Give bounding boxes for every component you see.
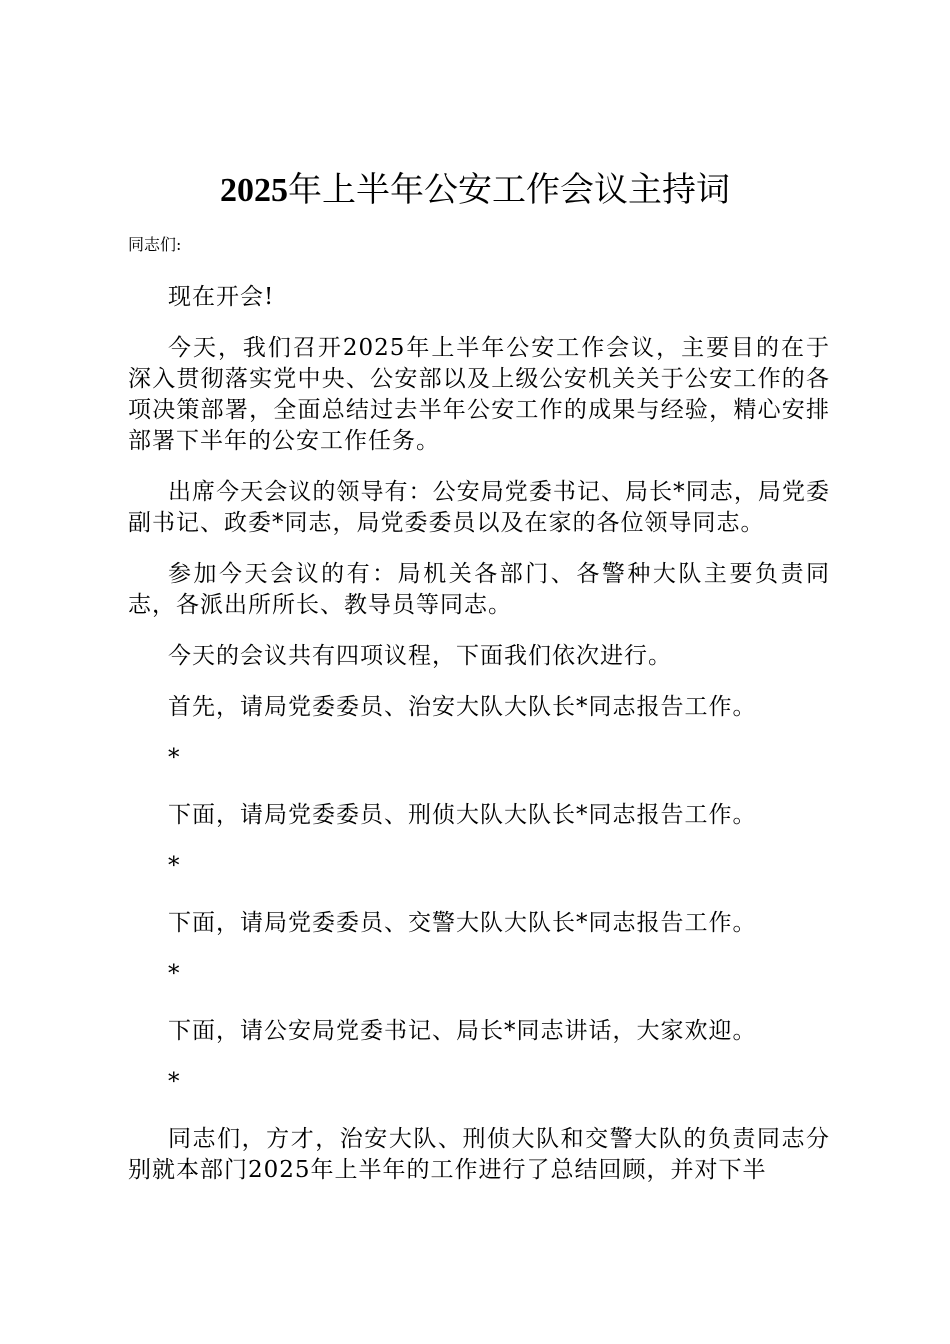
paragraph-open-meeting: 现在开会!	[168, 284, 275, 310]
paragraph-agenda-item-3: 下面，请局党委委员、交警大队大队长*同志报告工作。	[168, 910, 757, 936]
paragraph-summary: 同志们，方才，治安大队、刑侦大队和交警大队的负责同志分别就本部门2025年上半年的工作进行了总结回顾，并对下半	[128, 1126, 830, 1183]
paragraph-participants: 参加今天会议的有：局机关各部门、各警种大队主要负责同志，各派出所所长、教导员等同志。	[128, 561, 830, 618]
document-title	[0, 166, 950, 215]
placeholder-star: *	[168, 853, 181, 879]
paragraph-agenda-item-2: 下面，请局党委委员、刑侦大队大队长*同志报告工作。	[168, 802, 757, 828]
paragraph-agenda-item-1: 首先，请局党委委员、治安大队大队长*同志报告工作。	[168, 694, 757, 720]
paragraph-agenda-item-4: 下面，请公安局党委书记、局长*同志讲话，大家欢迎。	[168, 1018, 757, 1044]
placeholder-star: *	[168, 1069, 181, 1095]
placeholder-star: *	[168, 745, 181, 771]
document-body	[128, 282, 830, 1206]
title-text: 年上半年公安工作会议主持词	[288, 170, 730, 210]
title-year: 2025	[220, 172, 288, 209]
paragraph-attending-leaders: 出席今天会议的领导有：公安局党委书记、局长*同志，局党委副书记、政委*同志，局党委委员以及在家的各位领导同志。	[128, 479, 830, 536]
placeholder-star: *	[168, 961, 181, 987]
paragraph-agenda: 今天的会议共有四项议程，下面我们依次进行。	[168, 643, 672, 669]
paragraph-purpose: 今天，我们召开2025年上半年公安工作会议，主要目的在于深入贯彻落实党中央、公安部以及上级公安机关关于公安工作的各项决策部署，全面总结过去半年公安工作的成果与经验，精心安排部署下半年的公安工作任务。	[128, 335, 830, 454]
greeting: 同志们:	[128, 235, 182, 254]
